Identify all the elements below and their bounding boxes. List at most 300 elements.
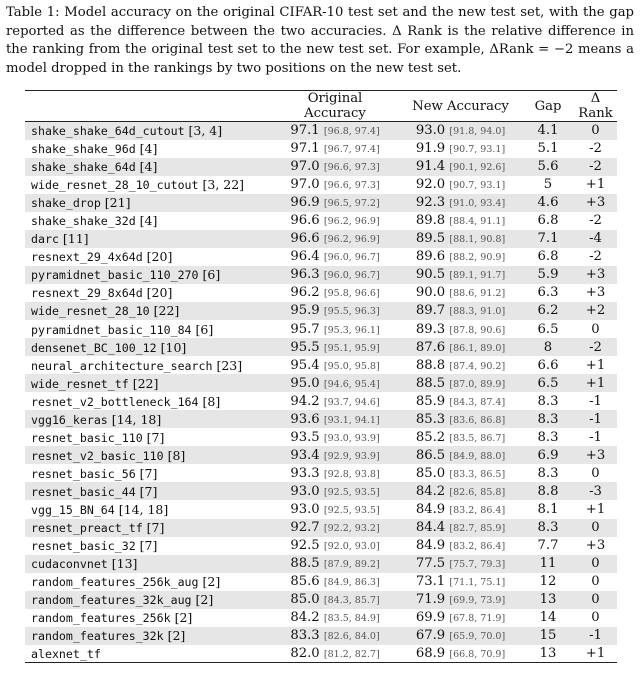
model-name: wide_resnet_tf [31, 376, 129, 391]
original-accuracy: 95.9 [290, 303, 320, 319]
new-accuracy-ci: [82.7, 85.9] [449, 523, 506, 535]
new-accuracy: 68.9 [415, 646, 446, 662]
gap-cell: 7.7 [537, 538, 559, 554]
new-accuracy: 85.2 [415, 429, 446, 445]
original-accuracy: 83.3 [290, 628, 320, 644]
original-accuracy-ci: [84.9, 86.3] [323, 577, 380, 589]
original-accuracy: 96.6 [290, 213, 320, 229]
new-accuracy-cell [399, 122, 522, 140]
table-row [25, 609, 617, 627]
delta-rank-cell: -1 [589, 628, 602, 644]
model-cell [25, 122, 271, 140]
new-accuracy: 92.3 [415, 195, 446, 211]
model-name: alexnet_tf [31, 647, 101, 662]
table-row [25, 591, 617, 609]
delta-rank-cell: 0 [591, 610, 600, 626]
table-row [25, 627, 617, 645]
original-accuracy: 95.0 [290, 375, 320, 391]
new-accuracy-cell [399, 140, 522, 158]
model-name: shake_shake_32d [31, 214, 136, 229]
model-citation: [7] [135, 538, 158, 554]
new-accuracy-ci: [66.8, 70.9] [449, 649, 506, 661]
new-accuracy-ci: [88.4, 91.1] [449, 216, 506, 228]
original-accuracy-cell [271, 537, 399, 555]
table-row [25, 428, 617, 446]
model-citation: [22] [128, 375, 159, 391]
model-name: vgg16_keras [31, 412, 108, 427]
model-name: pyramidnet_basic_110_270 [31, 268, 199, 283]
model-citation: [3, 4] [184, 123, 223, 139]
original-accuracy: 93.6 [290, 411, 320, 427]
model-cell [25, 356, 271, 374]
new-accuracy: 85.9 [415, 393, 446, 409]
original-accuracy: 93.0 [290, 483, 320, 499]
table-row [25, 555, 617, 573]
new-accuracy: 91.9 [415, 141, 446, 157]
model-cell [25, 428, 271, 446]
new-accuracy-ci: [91.0, 93.4] [449, 198, 506, 210]
gap-cell: 8 [543, 339, 553, 355]
gap-cell: 8.3 [537, 393, 559, 409]
gap-cell: 8.3 [537, 520, 559, 536]
delta-rank-cell: 0 [591, 321, 600, 337]
original-accuracy: 82.0 [290, 646, 320, 662]
original-accuracy-cell [271, 573, 399, 591]
new-accuracy-ci: [83.6, 86.8] [449, 414, 506, 426]
table-row [25, 140, 617, 158]
new-accuracy-cell [399, 194, 522, 212]
original-accuracy-ci: [94.6, 95.4] [323, 378, 380, 390]
delta-rank-cell: +1 [585, 375, 606, 391]
table-row [25, 519, 617, 537]
delta-rank-cell: +1 [585, 502, 606, 517]
original-accuracy: 96.2 [290, 285, 320, 301]
model-citation: [4] [135, 159, 158, 175]
header-model [25, 91, 271, 122]
model-citation: [20] [142, 249, 173, 265]
new-accuracy-cell [399, 284, 522, 302]
new-accuracy-cell [399, 537, 522, 555]
model-cell [25, 482, 271, 500]
gap-cell: 5.6 [537, 159, 559, 175]
original-accuracy: 85.0 [290, 592, 320, 608]
model-name: wide_resnet_28_10 [31, 304, 150, 319]
model-cell [25, 338, 271, 356]
original-accuracy-cell [271, 284, 399, 302]
gap-cell: 6.6 [537, 357, 559, 373]
new-accuracy-ci: [90.1, 92.6] [449, 162, 506, 174]
original-accuracy: 96.4 [290, 249, 320, 265]
delta-rank-cell: -3 [589, 483, 602, 499]
original-accuracy: 96.9 [290, 195, 320, 211]
model-citation: [6] [191, 321, 214, 337]
gap-cell: 6.5 [537, 321, 559, 337]
model-citation: [10] [156, 339, 187, 355]
new-accuracy-ci: [71.1, 75.1] [449, 577, 506, 589]
new-accuracy: 86.5 [415, 447, 446, 463]
new-accuracy-cell [399, 266, 522, 284]
original-accuracy-cell [271, 212, 399, 230]
new-accuracy: 85.3 [415, 411, 446, 427]
gap-cell: 8.1 [537, 502, 559, 517]
table-row [25, 212, 617, 230]
new-accuracy-cell [399, 627, 522, 645]
table-row [25, 158, 617, 176]
header-row [25, 91, 617, 122]
table-row [25, 500, 617, 518]
delta-rank-cell: -1 [589, 393, 602, 409]
model-citation: [13] [107, 556, 138, 572]
new-accuracy-ci: [90.7, 93.1] [449, 180, 506, 192]
new-accuracy: 88.5 [415, 375, 446, 391]
new-accuracy-cell [399, 591, 522, 609]
gap-cell: 5 [543, 177, 553, 193]
new-accuracy-cell [399, 645, 522, 663]
original-accuracy-cell [271, 500, 399, 518]
model-cell [25, 266, 271, 284]
model-name: shake_drop [31, 196, 101, 211]
new-accuracy: 85.0 [415, 465, 446, 481]
original-accuracy-ci: [96.2, 96.9] [323, 216, 380, 228]
original-accuracy-cell [271, 140, 399, 158]
original-accuracy-ci: [92.5, 93.5] [323, 486, 380, 498]
table-row [25, 356, 617, 374]
model-citation: [23] [212, 357, 243, 373]
new-accuracy-cell [399, 176, 522, 194]
model-name: vgg_15_BN_64 [31, 503, 115, 517]
gap-cell: 13 [539, 646, 557, 662]
original-accuracy-cell [271, 374, 399, 392]
delta-rank-cell: +3 [585, 538, 606, 554]
gap-cell: 5.9 [537, 267, 559, 283]
new-accuracy: 93.0 [415, 123, 446, 139]
model-citation: [20] [142, 285, 173, 301]
original-accuracy-ci: [92.5, 93.5] [323, 505, 380, 516]
new-accuracy: 90.5 [415, 267, 446, 283]
model-name: neural_architecture_search [31, 358, 213, 373]
original-accuracy: 96.3 [290, 267, 320, 283]
model-cell [25, 410, 271, 428]
new-accuracy-cell [399, 338, 522, 356]
model-cell [25, 500, 271, 518]
new-accuracy: 89.3 [415, 321, 446, 337]
original-accuracy-cell [271, 176, 399, 194]
original-accuracy-cell [271, 519, 399, 537]
new-accuracy: 71.9 [415, 592, 446, 608]
model-cell [25, 140, 271, 158]
new-accuracy: 90.0 [415, 285, 446, 301]
model-citation: [3, 22] [198, 177, 245, 193]
new-accuracy: 84.2 [415, 483, 446, 499]
model-citation: [4] [135, 213, 158, 229]
original-accuracy-ci: [84.3, 85.7] [323, 595, 380, 607]
original-accuracy-cell [271, 609, 399, 627]
gap-cell: 4.1 [537, 123, 559, 139]
new-accuracy-ci: [83.2, 86.4] [449, 505, 506, 516]
original-accuracy-cell [271, 645, 399, 663]
new-accuracy-cell [399, 573, 522, 591]
original-accuracy-ci: [93.7, 94.6] [323, 396, 380, 408]
new-accuracy: 67.9 [415, 628, 446, 644]
header-gap: Gap [534, 98, 562, 114]
original-accuracy: 92.5 [290, 538, 320, 554]
header-delta-rank: Δ Rank [578, 91, 613, 121]
original-accuracy-ci: [96.6, 97.3] [323, 180, 380, 192]
new-accuracy-ci: [88.1, 90.8] [449, 234, 506, 246]
model-cell [25, 284, 271, 302]
original-accuracy: 92.7 [290, 520, 320, 536]
gap-cell: 6.9 [537, 447, 559, 463]
original-accuracy-cell [271, 122, 399, 140]
new-accuracy: 84.9 [415, 538, 446, 554]
new-accuracy-ci: [88.6, 91.2] [449, 288, 506, 300]
model-citation: [21] [100, 195, 131, 211]
table-row [25, 374, 617, 392]
original-accuracy-ci: [96.0, 96.7] [323, 270, 380, 282]
model-cell [25, 302, 271, 320]
new-accuracy-cell [399, 320, 522, 338]
original-accuracy: 95.5 [290, 339, 320, 355]
delta-rank-cell: +3 [585, 195, 606, 211]
original-accuracy-cell [271, 555, 399, 573]
table-row [25, 464, 617, 482]
new-accuracy-ci: [65.9, 70.0] [449, 631, 506, 643]
model-cell [25, 158, 271, 176]
gap-cell: 12 [539, 574, 557, 590]
original-accuracy-cell [271, 428, 399, 446]
model-cell [25, 320, 271, 338]
model-citation: [7] [135, 483, 158, 499]
model-citation: [14, 18] [114, 502, 169, 517]
model-name: resnext_29_8x64d [31, 286, 143, 301]
new-accuracy-cell [399, 158, 522, 176]
new-accuracy: 87.6 [415, 339, 446, 355]
original-accuracy-ci: [95.0, 95.8] [323, 360, 380, 372]
model-name: resnext_29_4x64d [31, 250, 143, 265]
model-citation: [7] [135, 465, 158, 481]
gap-cell: 6.3 [537, 285, 559, 301]
new-accuracy: 73.1 [415, 574, 446, 590]
new-accuracy-cell [399, 500, 522, 518]
delta-rank-cell: 0 [591, 123, 600, 139]
table-row [25, 573, 617, 591]
new-accuracy-cell [399, 374, 522, 392]
new-accuracy: 88.8 [415, 357, 446, 373]
model-name: random_features_256k [31, 611, 171, 626]
gap-cell: 8.3 [537, 465, 559, 481]
delta-rank-cell: +1 [585, 357, 606, 373]
original-accuracy-ci: [96.8, 97.4] [323, 126, 380, 138]
table-row [25, 266, 617, 284]
table-row [25, 230, 617, 248]
new-accuracy-ci: [87.0, 89.9] [449, 378, 506, 390]
header-original-accuracy: Original Accuracy [304, 91, 366, 121]
new-accuracy-ci: [69.9, 73.9] [449, 595, 506, 607]
new-accuracy-ci: [67.8, 71.9] [449, 613, 506, 625]
model-citation: [8] [163, 447, 186, 463]
original-accuracy-ci: [96.5, 97.2] [323, 198, 380, 210]
original-accuracy-ci: [83.5, 84.9] [323, 613, 380, 625]
model-name: shake_shake_64d_cutout [31, 124, 185, 139]
table-row [25, 284, 617, 302]
original-accuracy-ci: [92.8, 93.8] [323, 468, 380, 480]
model-cell [25, 464, 271, 482]
new-accuracy-ci: [88.2, 90.9] [449, 252, 506, 264]
original-accuracy: 93.0 [290, 502, 320, 517]
model-cell [25, 374, 271, 392]
new-accuracy-cell [399, 410, 522, 428]
table-row [25, 194, 617, 212]
original-accuracy-ci: [93.0, 93.9] [323, 432, 380, 444]
gap-cell: 11 [539, 556, 557, 572]
model-cell [25, 555, 271, 573]
gap-cell: 5.1 [537, 141, 559, 157]
table-row [25, 320, 617, 338]
original-accuracy: 96.6 [290, 231, 320, 247]
original-accuracy: 97.0 [290, 159, 320, 175]
new-accuracy-cell [399, 464, 522, 482]
model-citation: [2] [198, 574, 221, 590]
new-accuracy-cell [399, 446, 522, 464]
original-accuracy-cell [271, 338, 399, 356]
new-accuracy-cell [399, 212, 522, 230]
original-accuracy: 93.4 [290, 447, 320, 463]
original-accuracy-ci: [96.2, 96.9] [323, 234, 380, 246]
table-row [25, 446, 617, 464]
original-accuracy-cell [271, 194, 399, 212]
new-accuracy-ci: [84.3, 87.4] [449, 396, 506, 408]
delta-rank-cell: +1 [585, 646, 606, 662]
original-accuracy: 93.3 [290, 465, 320, 481]
table-row [25, 392, 617, 410]
model-citation: [14, 18] [107, 411, 162, 427]
new-accuracy-cell [399, 230, 522, 248]
model-name: shake_shake_64d [31, 160, 136, 175]
model-name: resnet_basic_44 [31, 484, 136, 499]
table-row [25, 302, 617, 320]
original-accuracy-cell [271, 392, 399, 410]
gap-cell: 14 [539, 610, 557, 626]
delta-rank-cell: 0 [591, 556, 600, 572]
model-cell [25, 591, 271, 609]
original-accuracy-cell [271, 464, 399, 482]
original-accuracy-cell [271, 482, 399, 500]
delta-rank-cell: 0 [591, 520, 600, 536]
new-accuracy: 69.9 [415, 610, 446, 626]
model-citation: [6] [198, 267, 221, 283]
model-name: darc [31, 232, 59, 247]
original-accuracy: 88.5 [290, 556, 320, 572]
original-accuracy-ci: [92.9, 93.9] [323, 450, 380, 462]
gap-cell: 8.3 [537, 429, 559, 445]
table-row [25, 537, 617, 555]
original-accuracy-ci: [95.8, 96.6] [323, 288, 380, 300]
new-accuracy-ci: [83.3, 86.5] [449, 468, 506, 480]
original-accuracy: 85.6 [290, 574, 320, 590]
model-name: random_features_32k [31, 629, 164, 644]
delta-rank-cell: -1 [589, 429, 602, 445]
model-name: wide_resnet_28_10_cutout [31, 178, 199, 193]
new-accuracy-cell [399, 356, 522, 374]
new-accuracy-ci: [91.8, 94.0] [449, 126, 506, 138]
model-name: resnet_v2_basic_110 [31, 448, 164, 463]
model-cell [25, 519, 271, 537]
new-accuracy-cell [399, 248, 522, 266]
delta-rank-cell: -2 [589, 213, 602, 229]
model-citation: [11] [58, 231, 89, 247]
new-accuracy-ci: [83.5, 86.7] [449, 432, 506, 444]
model-cell [25, 176, 271, 194]
original-accuracy-cell [271, 356, 399, 374]
original-accuracy-ci: [92.0, 93.0] [323, 541, 380, 553]
model-name: random_features_256k_aug [31, 575, 199, 590]
delta-rank-cell: -1 [589, 411, 602, 427]
new-accuracy: 89.8 [415, 213, 446, 229]
original-accuracy-cell [271, 248, 399, 266]
original-accuracy: 94.2 [290, 393, 320, 409]
model-name: pyramidnet_basic_110_84 [31, 322, 192, 337]
original-accuracy-cell [271, 266, 399, 284]
table-row [25, 410, 617, 428]
new-accuracy-cell [399, 555, 522, 573]
original-accuracy-cell [271, 446, 399, 464]
new-accuracy: 77.5 [415, 556, 446, 572]
gap-cell: 6.2 [537, 303, 559, 319]
gap-cell: 8.8 [537, 483, 559, 499]
model-name: resnet_basic_32 [31, 539, 136, 554]
model-citation: [4] [135, 141, 158, 157]
original-accuracy-cell [271, 410, 399, 428]
model-cell [25, 627, 271, 645]
new-accuracy: 92.0 [415, 177, 446, 193]
delta-rank-cell: +1 [585, 177, 606, 193]
model-cell [25, 392, 271, 410]
original-accuracy: 97.1 [290, 141, 320, 157]
original-accuracy-ci: [95.5, 96.3] [323, 306, 380, 318]
model-citation: [2] [170, 610, 193, 626]
model-citation: [22] [149, 303, 180, 319]
original-accuracy: 97.0 [290, 177, 320, 193]
original-accuracy-ci: [92.2, 93.2] [323, 523, 380, 535]
original-accuracy-ci: [95.1, 95.9] [323, 342, 380, 354]
new-accuracy-ci: [89.1, 91.7] [449, 270, 506, 282]
table-row [25, 176, 617, 194]
results-table [25, 90, 617, 663]
original-accuracy-ci: [81.2, 82.7] [323, 649, 380, 661]
new-accuracy-cell [399, 482, 522, 500]
original-accuracy-ci: [87.9, 89.2] [323, 559, 380, 571]
table-body [25, 122, 617, 663]
delta-rank-cell: -2 [589, 249, 602, 265]
gap-cell: 7.1 [537, 231, 559, 247]
new-accuracy-ci: [86.1, 89.0] [449, 342, 506, 354]
table-row [25, 338, 617, 356]
new-accuracy: 84.4 [415, 520, 446, 536]
header-new-accuracy: New Accuracy [412, 98, 509, 114]
new-accuracy-cell [399, 392, 522, 410]
new-accuracy: 84.9 [415, 502, 446, 517]
new-accuracy-cell [399, 519, 522, 537]
gap-cell: 6.8 [537, 213, 559, 229]
delta-rank-cell: +2 [585, 303, 606, 319]
original-accuracy: 95.4 [290, 357, 320, 373]
original-accuracy-cell [271, 591, 399, 609]
model-cell [25, 537, 271, 555]
delta-rank-cell: -2 [589, 339, 602, 355]
gap-cell: 15 [539, 628, 557, 644]
gap-cell: 6.8 [537, 249, 559, 265]
original-accuracy-cell [271, 158, 399, 176]
